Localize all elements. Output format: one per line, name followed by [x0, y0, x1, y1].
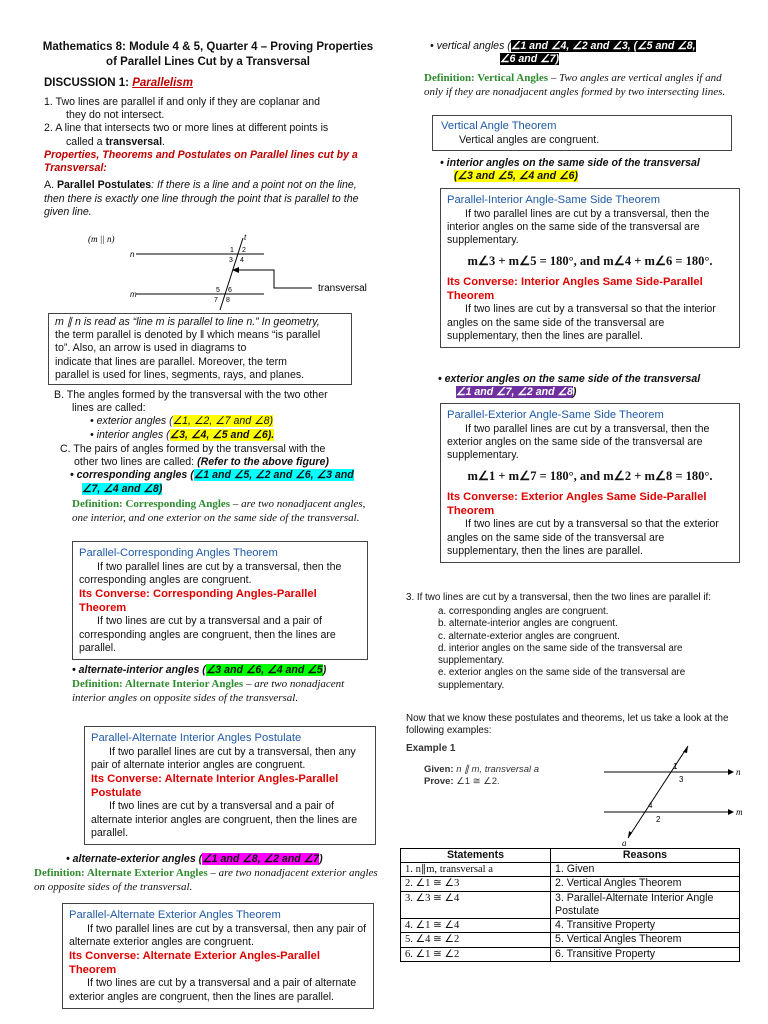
- line-n-label: n: [130, 250, 135, 259]
- example-line-n: n: [736, 767, 741, 777]
- exterior-same-side-box: Parallel-Exterior Angle-Same Side Theorem If two parallel lines are cut by a transversal, then the exterior angles on the same side of the transversal are supplementary. m∠1 + m∠7 = 180°, and m∠2 + m∠8 = 180°. Its Converse: Exterior Angles Same Side-Parallel Theorem If two lines are cut by a transversal so that the exterior angles on the same side of the transversal are supplementary, then the lines are parallel.: [440, 403, 740, 563]
- parallel-postulate: A. Parallel Postulates: If there is a line and a point not on the line, then there is exactly one line through the point that is parallel to the given line.: [44, 179, 359, 218]
- interior-formula: m∠3 + m∠5 = 180°, and m∠4 + m∠6 = 180°.: [467, 253, 713, 268]
- alternate-interior-definition: Definition: Alternate Interior Angles – are two nonadjacent interior angles on opposite sides of the transversal.: [72, 678, 345, 704]
- example-angle-4: 4: [648, 801, 653, 810]
- table-row: 4. ∠1 ≅ ∠4 4. Transitive Property: [401, 919, 740, 933]
- parallel-lines-figure: [88, 230, 368, 312]
- item3-section: 3. If two lines are cut by a transversal, then the two lines are parallel if: a. corresponding angles are congruent. b. alternate-interior angles are congruent. c. alternate-exterior angles are congruent. d. interior angles on the same side of the transversal are supplementary. e. exterior angles on the same side of the transversal are supplementary.: [406, 592, 742, 692]
- example1-figure: [596, 740, 746, 846]
- section-b: B. The angles formed by the transversal with the two other lines are called: • exterior angles (∠1, ∠2, ∠7 and ∠8) • interior angles (∠3, ∠4, ∠5 and ∠6).: [54, 389, 328, 441]
- example1-given: Given: n ∥ m, transversal a Prove: ∠1 ≅ ∠2.: [424, 764, 540, 787]
- example-angle-2: 2: [656, 815, 661, 824]
- exterior-same-side-heading: • exterior angles on the same side of the transversal ∠1 and ∠7, ∠2 and ∠8): [438, 373, 701, 399]
- interior-same-side-heading: • interior angles on the same side of the transversal (∠3 and ∠5, ∠4 and ∠6): [440, 157, 700, 183]
- alternate-exterior-box: Parallel-Alternate Exterior Angles Theorem If two parallel lines are cut by a transversal, then any pair of alternate exterior angles are congruent. Its Converse: Alternate Exterior Angles-Parallel Theorem If two lines are cut by a transversal and a pair of alternate exterior angles are congruent, then the lines are parallel.: [62, 903, 374, 1009]
- proof-table-header: Statements Reasons: [401, 849, 740, 863]
- corresponding-theorem-box: Parallel-Corresponding Angles Theorem If two parallel lines are cut by a transversal, then the corresponding angles are congruent. Its Converse: Corresponding Angles-Parallel Theorem If two lines are cut by a transversal and a pair of corresponding angles are congruent, then the lines are parallel.: [72, 541, 368, 660]
- alternate-exterior-heading: • alternate-exterior angles (∠1 and ∠8, ∠2 and ∠7): [66, 853, 323, 865]
- condition-item: e. exterior angles on the same side of the transversal are supplementary.: [438, 667, 686, 691]
- vertical-angle-theorem-box: Vertical Angle Theorem Vertical angles are congruent.: [432, 115, 732, 151]
- example-line-a: a: [622, 838, 627, 846]
- angle-label-3: 3: [229, 257, 233, 264]
- interior-same-side-box: Parallel-Interior Angle-Same Side Theorem If two parallel lines are cut by a transversal, then the interior angles on the same side of the transversal are supplementary. m∠3 + m∠5 = 180°, and m∠4 + m∠6 = 180°. Its Converse: Interior Angles Same Side-Parallel Theorem If two lines are cut by a transversal so that the interior angles on the same side of the transversal are supplementary, then the lines are parallel.: [440, 188, 740, 348]
- example-angle-1: 1: [673, 762, 678, 771]
- example-angle-3: 3: [679, 775, 684, 784]
- vertical-angles-heading: • vertical angles (∠1 and ∠4, ∠2 and ∠3, (∠5 and ∠8, ∠6 and ∠7): [430, 40, 696, 66]
- properties-heading: Properties, Theorems and Postulates on Parallel lines cut by a Transversal:: [44, 148, 358, 175]
- example1-heading: Example 1: [406, 743, 456, 754]
- vertical-definition: Definition: Vertical Angles – Two angles are vertical angles if and only if they are nonadjacent angles formed by two intersecting lines.: [424, 72, 726, 98]
- page-title: Mathematics 8: Module 4 & 5, Quarter 4 – Proving Properties of Parallel Lines Cut by a Transversal: [42, 41, 374, 68]
- angle-label-2: 2: [242, 247, 246, 254]
- condition-item: a. corresponding angles are congruent.: [438, 606, 609, 618]
- table-row: 2. ∠1 ≅ ∠3 2. Vertical Angles Theorem: [401, 877, 740, 891]
- table-row: 1. n∥m, transversal a 1. Given: [401, 863, 740, 877]
- alternate-interior-box: Parallel-Alternate Interior Angles Postulate If two parallel lines are cut by a transversal, then any pair of alternate interior angles are congruent. Its Converse: Alternate Interior Angles-Parallel Postulate If two lines are cut by a transversal and a pair of alternate interior angles are congruent, then the lines are parallel.: [84, 726, 376, 845]
- table-row: 3. ∠3 ≅ ∠4 3. Parallel-Alternate Interior Angle Postulate: [401, 891, 740, 918]
- condition-item: d. interior angles on the same side of the transversal are supplementary.: [438, 642, 683, 667]
- angle-label-6: 6: [228, 287, 232, 294]
- alternate-interior-heading: • alternate-interior angles (∠3 and ∠6, ∠4 and ∠5): [72, 664, 327, 676]
- example-line-m: m: [736, 807, 743, 817]
- transversal-label: transversal: [318, 283, 367, 294]
- corresponding-definition: Definition: Corresponding Angles – are two nonadjacent angles, one interior, and one exterior on the same side of the transversal.: [72, 498, 366, 524]
- figure-caption: (m || n): [88, 234, 115, 244]
- angle-label-5: 5: [216, 287, 220, 294]
- line-m-label: m: [130, 290, 137, 299]
- intro-section: 1. Two lines are parallel if and only if they are coplanar and they do not intersect. 2. A line that intersects two or more lines at different points is called a transversal. Properties, Theorems and Postulates on Parallel lines cut by a Transversal: A. Parallel Postulates: If there is a line and a point not on the line, then there is exactly one line through the point that is parallel to the given line.: [44, 96, 378, 219]
- note-box: m ∥ n is read as “line m is parallel to line n.” In geometry, the term parallel is denoted by ‖ which means “is parallel to”. Also, an arrow is used in diagrams to indicate that lines are parallel. Moreover, the term parallel is used for lines, segments, rays, and planes.: [48, 313, 352, 385]
- condition-item: b. alternate-interior angles are congruent.: [438, 618, 618, 630]
- table-row: 5. ∠4 ≅ ∠2 5. Vertical Angles Theorem: [401, 933, 740, 947]
- alternate-exterior-definition: Definition: Alternate Exterior Angles – are two nonadjacent exterior angles on opposite sides of the transversal.: [34, 867, 378, 893]
- section-c: C. The pairs of angles formed by the transversal with the other two lines are called: (Refer to the above figure) • corresponding angles (∠1 and ∠5, ∠2 and ∠6, ∠3 and ∠7, ∠4 and ∠8): [60, 443, 354, 495]
- table-row: 6. ∠1 ≅ ∠2 6. Transitive Property: [401, 947, 740, 961]
- exterior-formula: m∠1 + m∠7 = 180°, and m∠2 + m∠8 = 180°.: [467, 468, 713, 483]
- condition-item: c. alternate-exterior angles are congruent.: [438, 630, 620, 642]
- angle-label-8: 8: [226, 297, 230, 304]
- discussion-heading: DISCUSSION 1: Parallelism: [44, 77, 193, 89]
- examples-intro: Now that we know these postulates and theorems, let us take a look at the following examples:: [406, 713, 729, 737]
- line-t-label: t: [244, 233, 247, 242]
- proof-table: [400, 848, 740, 962]
- angle-label-7: 7: [214, 297, 218, 304]
- angle-label-1: 1: [230, 247, 234, 254]
- angle-label-4: 4: [240, 257, 244, 264]
